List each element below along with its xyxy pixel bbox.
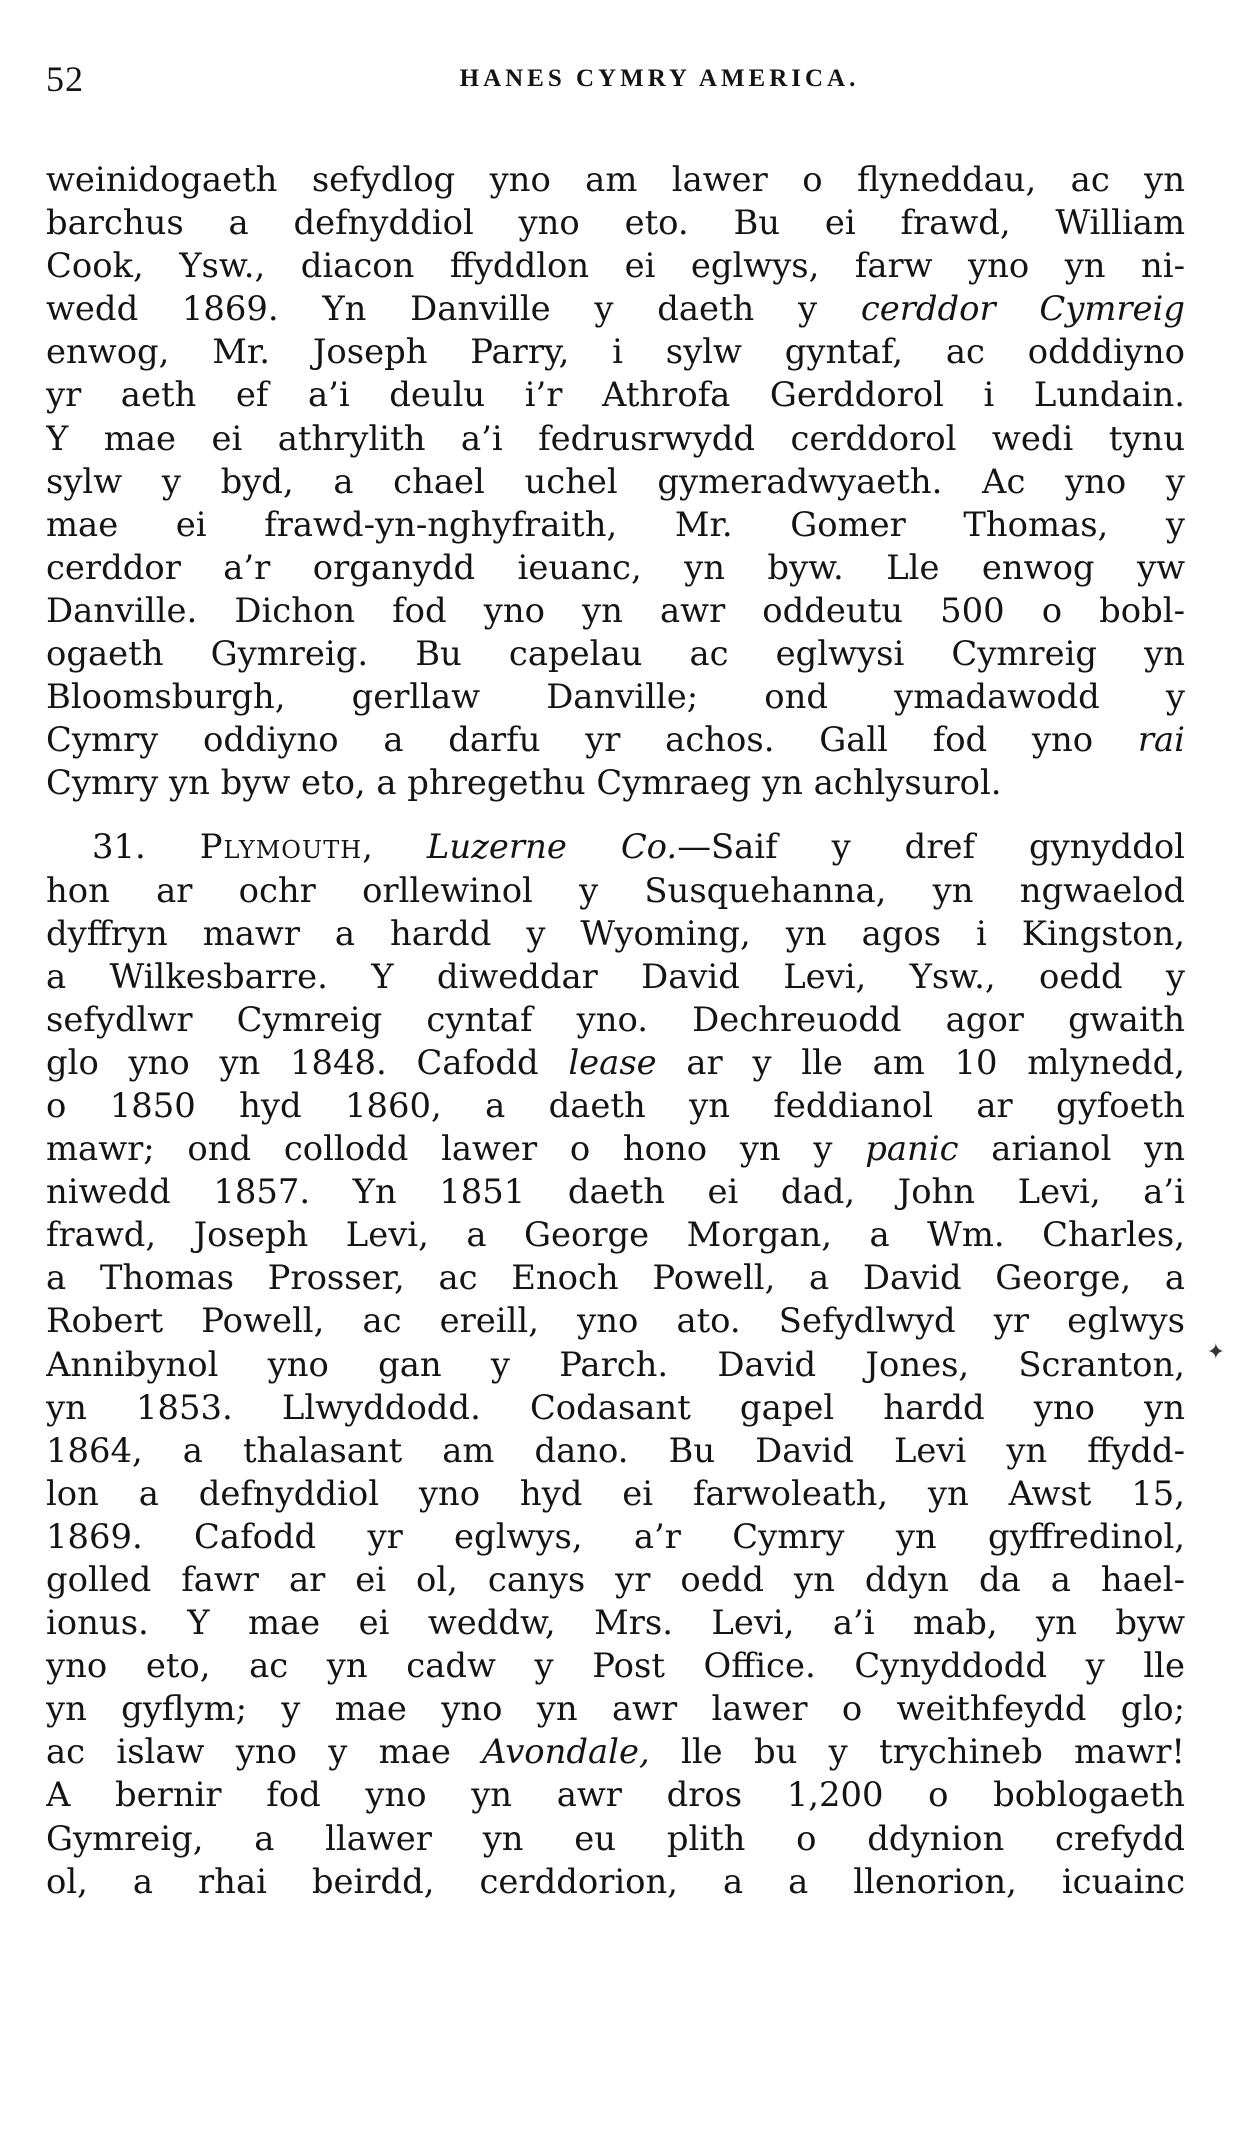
- text-line: yn gyflym; y mae yno yn awr lawer o weithfeydd glo;: [46, 1689, 1185, 1729]
- text-line: ogaeth Gymreig. Bu capelau ac eglwysi Cymreig yn: [46, 634, 1185, 674]
- text-run: arianol yn: [958, 1129, 1185, 1169]
- text-line: niwedd 1857. Yn 1851 daeth ei dad, John Levi, a’i: [46, 1172, 1185, 1212]
- text-line: Y mae ei athrylith a’i fedrusrwydd cerddorol wedi tynu: [46, 418, 1185, 458]
- text-run: ar y lle am 10 mlynedd,: [656, 1042, 1185, 1082]
- text-run: mawr; ond collodd lawer o hono yn y: [46, 1129, 866, 1169]
- county-name: Luzerne Co.: [426, 827, 678, 867]
- margin-mark-icon: ✦: [1206, 1340, 1225, 1365]
- text-line: a Wilkesbarre. Y diweddar David Levi, Ysw., oedd y: [46, 956, 1185, 996]
- text-line: ionus. Y mae ei weddw, Mrs. Levi, a’i mab, yn byw: [46, 1603, 1185, 1643]
- text-line: 1869. Cafodd yr eglwys, a’r Cymry yn gyffredinol,: [46, 1516, 1185, 1556]
- italic-word: lease: [568, 1042, 657, 1082]
- text-line: Robert Powell, ac ereill, yno ato. Sefydlwyd yr eglwys: [46, 1301, 1185, 1341]
- text-line: [46, 1041, 1185, 1084]
- text-line: sylw y byd, a chael uchel gymeradwyaeth. Ac yno y: [46, 461, 1185, 501]
- text-line: Cymry yn byw eto, a phregethu Cymraeg yn achlysurol.: [46, 763, 1002, 803]
- place-heading: Plymouth: [199, 827, 363, 867]
- page-header: [46, 58, 1183, 108]
- text-line: barchus a defnyddiol yno eto. Bu ei frawd, William: [46, 203, 1185, 243]
- paragraph-danville: [46, 158, 1185, 804]
- text-line: Bloomsburgh, gerllaw Danville; ond ymadawodd y: [46, 677, 1185, 717]
- text-line: yno eto, ac yn cadw y Post Office. Cynyddodd y lle: [46, 1646, 1185, 1686]
- text-line: [46, 1730, 1185, 1773]
- text-line: [46, 825, 1185, 868]
- text-line: [46, 718, 1185, 761]
- paragraph-plymouth: [46, 825, 1185, 1902]
- text-line: golled fawr ar ei ol, canys yr oedd yn ddyn da a hael-: [46, 1560, 1185, 1599]
- text-run: lle bu y trychineb mawr!: [649, 1732, 1185, 1772]
- text-line: hon ar ochr orllewinol y Susquehanna, yn ngwaelod: [46, 870, 1185, 910]
- text-line: weinidogaeth sefydlog yno am lawer o flyneddau, ac yn: [46, 160, 1185, 199]
- text-line: Danville. Dichon fod yno yn awr oddeutu 500 o bobl-: [46, 590, 1185, 630]
- text-line: yn 1853. Llwyddodd. Codasant gapel hardd yno yn: [46, 1387, 1185, 1427]
- text-line: cerddor a’r organydd ieuanc, yn byw. Lle enwog yw: [46, 547, 1185, 587]
- text-line: mae ei frawd-yn-nghyfraith, Mr. Gomer Thomas, y: [46, 504, 1185, 544]
- paragraph-gap: [46, 804, 1185, 825]
- text-line: [46, 1127, 1185, 1170]
- italic-word: panic: [865, 1129, 959, 1169]
- text-line: o 1850 hyd 1860, a daeth yn feddianol ar gyfoeth: [46, 1085, 1185, 1125]
- text-line: [46, 287, 1185, 330]
- section-number: 31.: [92, 827, 200, 867]
- text-line: Cook, Ysw., diacon ffyddlon ei eglwys, farw yno yn ni-: [46, 246, 1185, 286]
- text-line: lon a defnyddiol yno hyd ei farwoleath, yn Awst 15,: [46, 1473, 1185, 1513]
- italic-phrase: rai: [1137, 720, 1185, 760]
- text-line: a Thomas Prosser, ac Enoch Powell, a David George, a: [46, 1258, 1185, 1298]
- running-title: HANES CYMRY AMERICA.: [459, 65, 860, 92]
- text-run: Cymry oddiyno a darfu yr achos. Gall fod yno: [46, 720, 1138, 760]
- text-line: enwog, Mr. Joseph Parry, i sylw gyntaf, ac odddiyno: [46, 332, 1185, 372]
- text-line: sefydlwr Cymreig cyntaf yno. Dechreuodd agor gwaith: [46, 999, 1185, 1039]
- text-line: frawd, Joseph Levi, a George Morgan, a Wm. Charles,: [46, 1215, 1185, 1255]
- text-line: yr aeth ef a’i deulu i’r Athrofa Gerddorol i Lundain.: [46, 375, 1185, 415]
- italic-phrase: cerddor Cymreig: [860, 289, 1185, 329]
- text-run: glo yno yn 1848. Cafodd: [46, 1042, 569, 1082]
- text-run: ,: [362, 827, 427, 867]
- text-line: Gymreig, a llawer yn eu plith o ddynion crefydd: [46, 1818, 1185, 1858]
- text-line: A bernir fod yno yn awr dros 1,200 o boblogaeth: [46, 1775, 1185, 1815]
- text-line: Annibynol yno gan y Parch. David Jones, Scranton,: [46, 1344, 1185, 1384]
- text-run: wedd 1869. Yn Danville y daeth y: [46, 289, 861, 329]
- text-line: ol, a rhai beirdd, cerddorion, a a llenorion, icuainc: [46, 1861, 1185, 1901]
- text-line: dyffryn mawr a hardd y Wyoming, yn agos i Kingston,: [46, 913, 1185, 953]
- text-run: ac islaw yno y mae: [46, 1732, 483, 1772]
- text-run: —Saif y dref gynyddol: [677, 827, 1185, 867]
- body-text: [46, 158, 1185, 1903]
- text-line: 1864, a thalasant am dano. Bu David Levi yn ffydd-: [46, 1430, 1185, 1470]
- page-number: 52: [46, 59, 84, 99]
- italic-place: Avondale,: [482, 1732, 650, 1772]
